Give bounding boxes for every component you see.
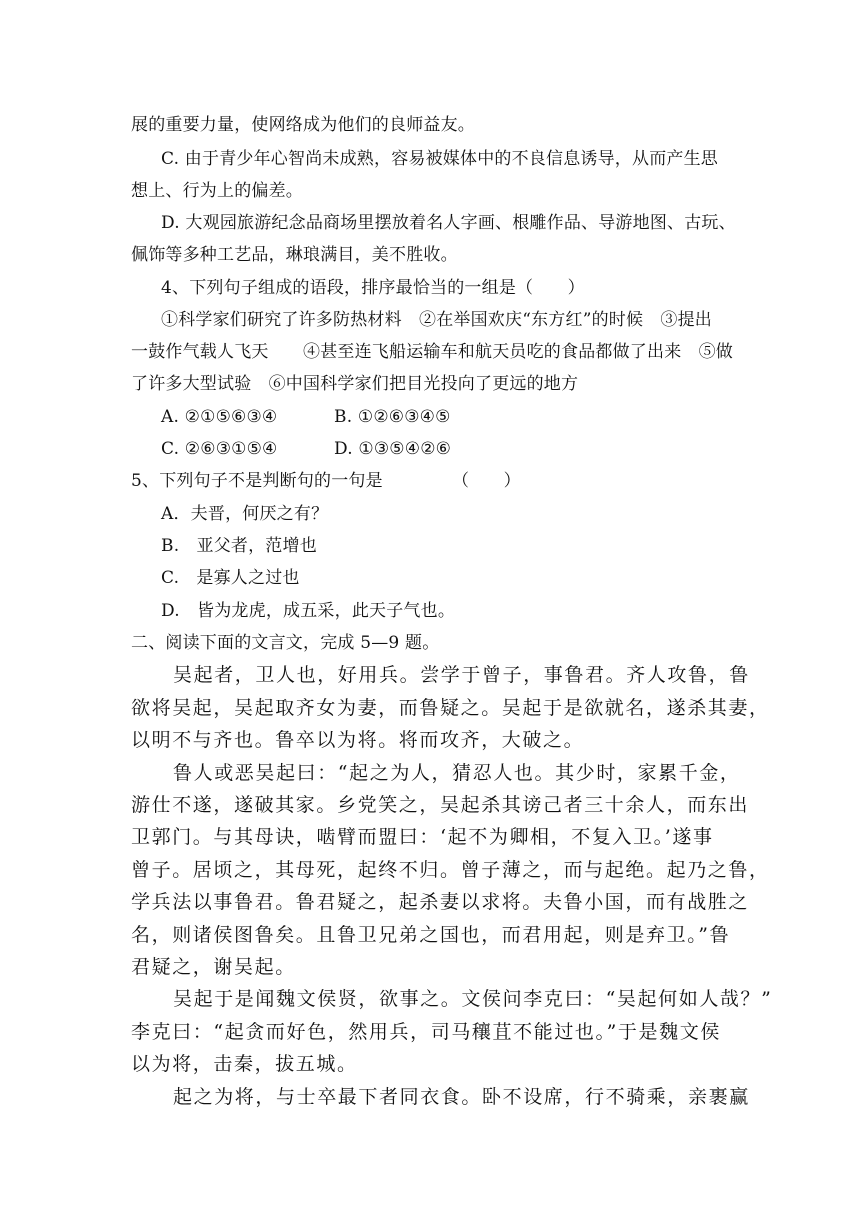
q3-option-c-continued: 想上、行为上的偏差。 <box>131 181 303 201</box>
q4-sentences-line: ①科学家们研究了许多防热材料 ②在举国欢庆“东方红”的时候 ③提出 <box>161 310 712 330</box>
q4-option-a: A. ②①⑤⑥③④ <box>161 407 278 427</box>
q4-option-b: B. ①②⑥③④⑤ <box>334 407 451 427</box>
passage-line: 曾子。居顷之，其母死，起终不归。曾子薄之，而与起绝。起乃之鲁， <box>131 859 770 881</box>
q5-option-c: C. 是寡人之过也 <box>161 568 300 588</box>
passage-line: 李克曰：“起贪而好色，然用兵，司马穰苴不能过也。”于是魏文侯 <box>131 1021 721 1043</box>
q5-option-b: B. 亚父者，范增也 <box>161 536 317 556</box>
q3-text-line: 展的重要力量，使网络成为他们的良师益友。 <box>131 115 475 135</box>
passage-line: 君疑之，谢吴起。 <box>131 956 296 978</box>
q3-option-d-continued: 佩饰等多种工艺品，琳琅满目，美不胜收。 <box>131 245 458 265</box>
q5-option-d: D. 皆为龙虎，成五采，此天子气也。 <box>161 601 456 621</box>
q5-stem: 5、下列句子不是判断句的一句是 <box>131 471 383 491</box>
q4-sentences-line: 一鼓作气载人飞天 ④甚至连飞船运输车和航天员吃的食品都做了出来 ⑤做 <box>131 342 733 362</box>
q4-sentences-line: 了许多大型试验 ⑥中国科学家们把目光投向了更远的地方 <box>131 374 579 394</box>
section-heading: 二、阅读下面的文言文，完成 5—9 题。 <box>131 633 440 653</box>
q5-answer-bracket: （ ） <box>452 471 521 491</box>
passage-line: 游仕不遂，遂破其家。乡党笑之，吴起杀其谤己者三十余人，而东出 <box>131 794 750 816</box>
passage-line: 卫郭门。与其母诀，啮臂而盟曰：‘起不为卿相，不复入卫。’遂事 <box>131 826 714 848</box>
q3-option-c: C. 由于青少年心智尚未成熟，容易被媒体中的不良信息诱导，从而产生思 <box>161 149 719 169</box>
q4-option-d: D. ①③⑤④②⑥ <box>334 439 452 459</box>
passage-line: 起之为将，与士卒最下者同衣食。卧不设席，行不骑乘，亲裹赢 <box>173 1086 750 1108</box>
passage-line: 吴起者，卫人也，好用兵。尝学于曾子，事鲁君。齐人攻鲁，鲁 <box>173 664 750 686</box>
passage-line: 以明不与齐也。鲁卒以为将。将而攻齐，大破之。 <box>131 729 585 751</box>
passage-line: 鲁人或恶吴起曰：“起之为人，猜忍人也。其少时，家累千金， <box>173 762 741 784</box>
passage-line: 以为将，击秦，拔五城。 <box>131 1053 358 1075</box>
q4-option-c: C. ②⑥③①⑤④ <box>161 439 278 459</box>
q4-stem: 4、下列句子组成的语段，排序最恰当的一组是（ ） <box>161 278 585 298</box>
passage-line: 名，则诸侯图鲁矣。且鲁卫兄弟之国也，而君用起，则是弃卫。”鲁 <box>131 924 731 946</box>
passage-line: 吴起于是闻魏文侯贤，欲事之。文侯问李克曰：“吴起何如人哉？” <box>173 988 773 1010</box>
passage-line: 学兵法以事鲁君。鲁君疑之，起杀妻以求将。夫鲁小国，而有战胜之 <box>131 891 750 913</box>
q5-option-a: A．夫晋，何厌之有？ <box>161 504 329 524</box>
passage-line: 欲将吴起，吴起取齐女为妻，而鲁疑之。吴起于是欲就名，遂杀其妻， <box>131 697 770 719</box>
q3-option-d: D. 大观园旅游纪念品商场里摆放着名人字画、根雕作品、导游地图、古玩、 <box>161 213 736 233</box>
